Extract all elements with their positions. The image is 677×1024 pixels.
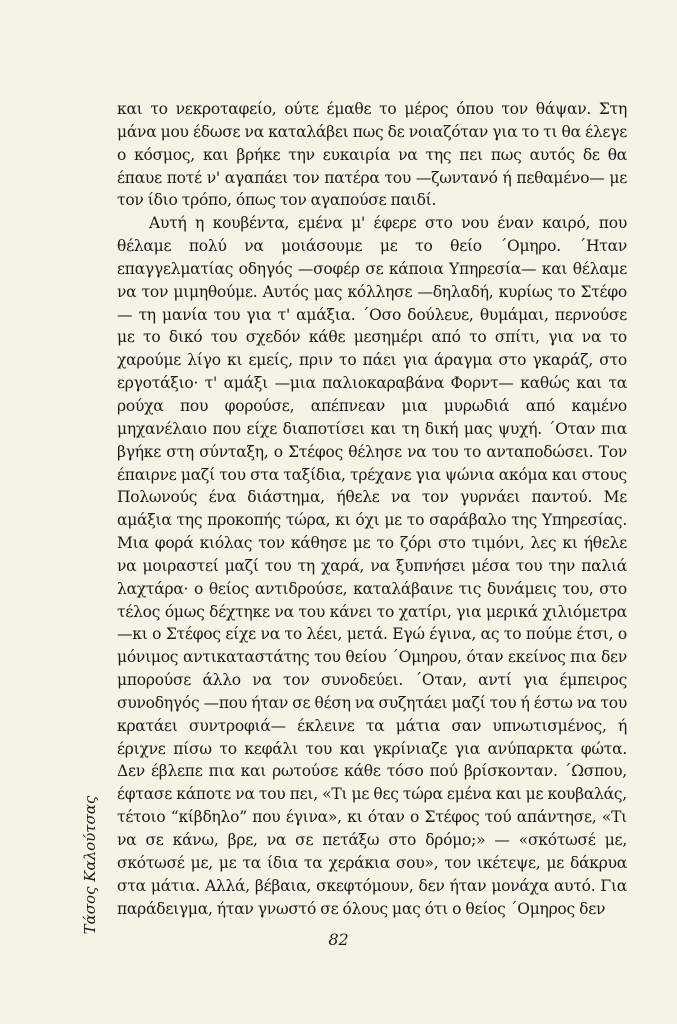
paragraph-continuation: και το νεκροταφείο, ούτε έμαθε το μέρος όπου τον θάψαν. Στη μάνα μου έδωσε να καταλάβει πως δε νοιαζόταν για το τι θα έλεγε ο κόσμος, και βρήκε την ευκαιρία να της πει πως αυτός δε θα έπαυε ποτέ ν' αγαπάει τον πατέρα του —ζωντανό ή πεθαμένο— με τον ίδιο τρόπο, όπως τον αγαπούσε παιδί. bbox=[117, 100, 627, 210]
paragraph-main: Αυτή η κουβέντα, εμένα μ' έφερε στο νου έναν καιρό, που θέλαμε πολύ να μοιάσουμε με το θείο ΄Ομηρο. ΄Ηταν επαγγελματίας οδηγός —σοφέρ σε κάποια Υπηρεσία— και θέλαμε να τον μιμηθούμε. Αυτός μας κόλλησε —δηλαδή, κυρίως το Στέφο— τη μανία του για τ' αμάξια. ΄Οσο δούλευε, θυμάμαι, περνούσε με το δικό του σχεδόν κάθε μεσημέρι από το σπίτι, για να το χαρούμε λίγο κι εμείς, πριν το πάει για άραγμα στο γκαράζ, στο εργοτάξιο· τ' αμάξι —μια παλιοκαραβάνα Φορντ— καθώς και τα ρούχα που φορούσε, απέπνεαν μια μυρωδιά από καμένο μηχανέλαιο που είχε διαποτίσει και τη δική μας ψυχή. ΄Οταν πια βγήκε στη σύνταξη, ο Στέφος θέλησε να του το ανταποδώσει. Τον έπαιρνε μαζί του στα ταξίδια, τρέχανε για ψώνια ακόμα και στους Πολωνούς ένα διάστημα, ήθελε να τον γυρνάει παντού. Με αμάξια της προκοπής τώρα, κι όχι με το σαράβαλο της Υπηρεσίας. Μια φορά κιόλας τον κάθησε με το ζόρι στο τιμόνι, λες κι ήθελε να μοιραστεί μαζί του τη χαρά, να ξυπνήσει μέσα του την παλιά λαχτάρα· ο θείος αντιδρούσε, καταλάβαινε τις δυνάμεις του, στο τέλος όμως δέχτηκε να του κάνει το χατίρι, για μερικά χιλιόμετρα —κι ο Στέφος είχε να το λέει, μετά. Εγώ έγινα, ας το πούμε έτσι, ο μόνιμος αντικαταστάτης του θείου ΄Ομηρου, όταν εκείνος πια δεν μπορούσε άλλο να τον συνοδεύει. ΄Οταν, αντί για έμπειρος συνοδηγός —που ήταν σε θέση να συζητάει μαζί του ή έστω να του κρατάει συντροφιά— έκλεινε τα μάτια σαν υπνωτισμένος, ή έριχνε πίσω το κεφάλι του και γκρίνιαζε για ανύπαρκτα φώτα. Δεν έβλεπε πια και ρωτούσε κάθε τόσο πού βρίσκονταν. ΄Ωσπου, έφτασε κάποτε να του πει, «Τι με θες τώρα εμένα και με κουβαλάς, τέτοιο “κίβδηλο” που έγινα», κι όταν ο Στέφος τού απάντησε, «Τι να σε κάνω, βρε, να σε πετάξω στο δρόμο;» — «σκότωσέ με, σκότωσέ με, με τα ίδια τα χεράκια σου», τον ικέτεψε, με δάκρυα στα μάτια. Αλλά, βέβαια, σκεφτόμουν, δεν ήταν μονάχα αυτό. Για παράδειγμα, ήταν γνωστό σε όλους μας ότι ο θείος ΄Ομηρος δεν bbox=[117, 214, 627, 918]
page-number: 82 bbox=[328, 930, 349, 949]
body-text bbox=[117, 98, 627, 920]
running-author-name: Τάσος Καλούτσας bbox=[81, 795, 99, 935]
